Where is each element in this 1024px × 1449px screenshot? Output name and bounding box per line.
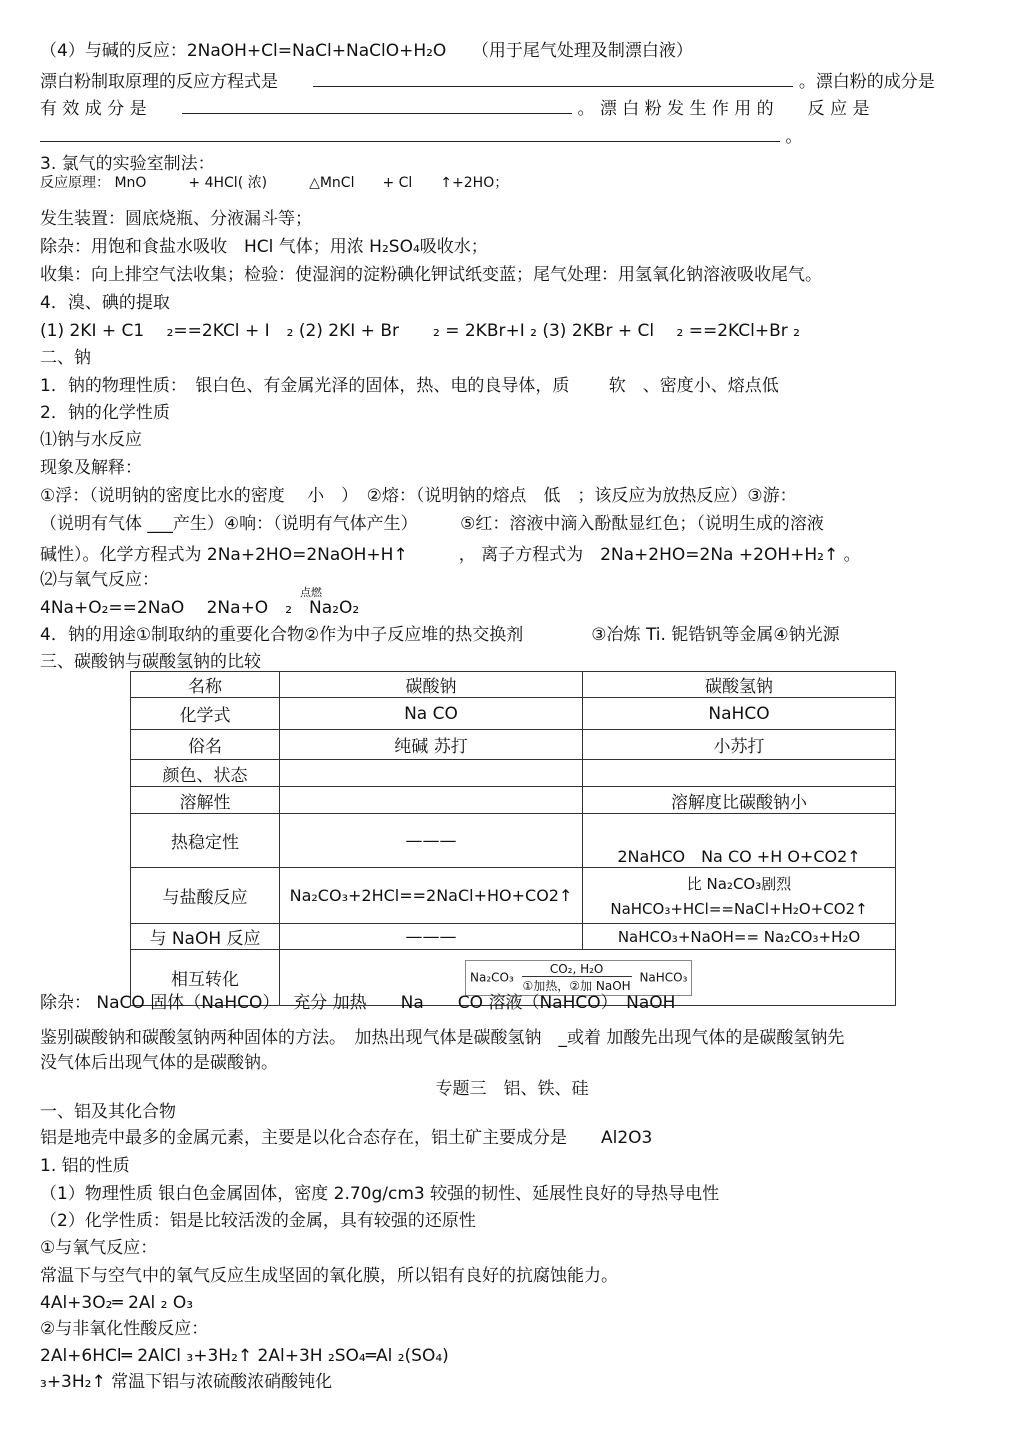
table-cell: ——— bbox=[280, 814, 583, 868]
answer-blank bbox=[182, 97, 572, 114]
period: 。 bbox=[785, 127, 803, 147]
reaction-prompt: 。 漂 白 粉 发 生 作 用 的 反 应 是 bbox=[577, 99, 870, 119]
chlorine-lab-heading: 3. 氯气的实验室制法： bbox=[40, 154, 215, 174]
section-title: 专题三 铝、铁、硅 bbox=[435, 1079, 589, 1099]
oxide-film-line: 常温下与空气中的氧气反应生成坚固的氧化膜，所以铝有良好的抗腐蚀能力。 bbox=[40, 1266, 618, 1286]
phenomena-heading: 现象及解释： bbox=[40, 458, 142, 478]
table-cell: 溶解度比碳酸钠小 bbox=[583, 787, 896, 814]
conversion-left: Na₂CO₃ bbox=[470, 970, 514, 984]
conversion-diagram bbox=[465, 960, 692, 996]
equation-line: 碱性）。化学方程式为 2Na+2HO=2NaOH+H↑ ， 离子方程式为 2Na+2HO=2Na +2OH+H₂↑ 。 bbox=[40, 545, 861, 565]
answer-blank bbox=[313, 70, 793, 87]
table-row bbox=[131, 730, 896, 760]
impurity-removal-line: 除杂：用饱和食盐水吸收 HCl 气体；用浓 H₂SO₄吸收水； bbox=[40, 237, 488, 257]
row-label: 与盐酸反应 bbox=[131, 868, 280, 924]
table-cell bbox=[280, 787, 583, 814]
bromine-iodine-heading: 4．溴、碘的提取 bbox=[40, 293, 170, 313]
halogen-equations: (1) 2KI + C1 ₂==2KCl + I ₂ (2) 2KI + Br ₂ = 2KBr+I ₂ (3) 2KBr + Cl ₂ ==2KCl+Br ₂ bbox=[40, 321, 800, 341]
aluminum-intro: 铝是地壳中最多的金属元素，主要是以化合态存在，铝土矿主要成分是 Al2O3 bbox=[40, 1128, 653, 1148]
table-header: 碳酸钠 bbox=[280, 672, 583, 698]
row-label: 颜色、状态 bbox=[131, 760, 280, 787]
table-cell: NaHCO₃+NaOH== Na₂CO₃+H₂O bbox=[583, 924, 896, 950]
table-cell: Na₂CO₃+2HCl==2NaCl+HO+CO2↑ bbox=[280, 868, 583, 924]
table-row bbox=[131, 924, 896, 950]
reaction-with-base: （4）与碱的反应：2NaOH+Cl=NaCl+NaClO+H₂O （用于尾气处理及制漂白液） bbox=[40, 41, 693, 61]
conversion-bottom: ①加热，②加 NaOH bbox=[522, 978, 631, 993]
table-cell: 纯碱 苏打 bbox=[280, 730, 583, 760]
acid-reaction-heading: ②与非氧化性酸反应： bbox=[40, 1319, 209, 1339]
table-row bbox=[131, 698, 896, 730]
aluminum-oxygen-equation: 4Al+3O₂═ 2Al ₂ O₃ bbox=[40, 1293, 194, 1313]
table-row bbox=[131, 787, 896, 814]
aluminum-properties-heading: 1. 铝的性质 bbox=[40, 1156, 130, 1176]
effective-component-prompt: 有 效 成 分 是 bbox=[40, 99, 147, 119]
identification-line-1: 鉴别碳酸钠和碳酸氢钠两种固体的方法。 加热出现气体是碳酸氢钠 _或着 加酸先出现气体的是碳酸氢钠先 bbox=[40, 1028, 845, 1048]
table-row bbox=[131, 814, 896, 868]
row-label: 热稳定性 bbox=[131, 814, 280, 868]
table-cell: 小苏打 bbox=[583, 730, 896, 760]
physical-properties: （1）物理性质 银白色金属固体，密度 2.70g/cm3 较强的韧性、延展性良好的导热导电性 bbox=[40, 1184, 720, 1204]
row-label: 溶解性 bbox=[131, 787, 280, 814]
bleach-components-prompt: 。漂白粉的成分是 bbox=[798, 72, 935, 92]
table-cell: Na CO bbox=[280, 698, 583, 730]
sodium-heading: 二、钠 bbox=[40, 348, 91, 368]
acid-equations: 2Al+6HCl═ 2AlCl ₃+3H₂↑ 2Al+3H ₂SO₄═Al ₂(SO₄) bbox=[40, 1346, 449, 1366]
apparatus-line: 发生装置：圆底烧瓶、分液漏斗等； bbox=[40, 209, 312, 229]
row-label: 化学式 bbox=[131, 698, 280, 730]
conversion-top: CO₂, H₂O bbox=[549, 961, 604, 976]
phenomena-line-1: ①浮：（说明钠的密度比水的密度 小 ） ②熔：（说明钠的熔点 低 ；该反应为放热反应）③游： bbox=[40, 486, 797, 506]
sodium-chemical-heading: 2．钠的化学性质 bbox=[40, 403, 170, 423]
table-row bbox=[131, 760, 896, 787]
sodium-oxygen-equations: 4Na+O₂==2NaO 2Na+O ₂ Na₂O₂ bbox=[40, 598, 360, 618]
oxygen-reaction-heading: ①与氧气反应： bbox=[40, 1238, 158, 1258]
aluminum-heading: 一、铝及其化合物 bbox=[40, 1102, 176, 1122]
comparison-note: 比 Na₂CO₃剧烈 bbox=[686, 875, 792, 893]
effective-component-line bbox=[40, 97, 869, 120]
table-header: 碳酸氢钠 bbox=[583, 672, 896, 698]
row-label: 相互转化 bbox=[131, 950, 280, 1006]
table-cell bbox=[583, 760, 896, 787]
row-label: 俗名 bbox=[131, 730, 280, 760]
bleach-powder-line bbox=[40, 70, 935, 93]
answer-line bbox=[40, 125, 802, 148]
passivation-line: ₃+3H₂↑ 常温下铝与浓硫酸浓硝酸钝化 bbox=[40, 1372, 333, 1392]
bleach-powder-prompt: 漂白粉制取原理的反应方程式是 bbox=[40, 72, 278, 92]
ignition-label: 点燃 bbox=[300, 586, 322, 599]
table-cell bbox=[280, 760, 583, 787]
table-header: 名称 bbox=[131, 672, 280, 698]
row-label: 与 NaOH 反应 bbox=[131, 924, 280, 950]
sodium-physical: 1．钠的物理性质： 银白色、有金属光泽的固体，热、电的良导体，质 软 、密度小、熔点低 bbox=[40, 376, 779, 396]
phenomena-line-2: （说明有气体 ___产生）④响：（说明有气体产生） ⑤红：溶液中滴入酚酞显红色；（说明生成的溶液 bbox=[40, 514, 824, 534]
comparison-heading: 三、碳酸钠与碳酸氢钠的比较 bbox=[40, 652, 261, 672]
sodium-uses: 4．钠的用途①制取纳的重要化合物②作为中子反应堆的热交换剂 ③冶炼 Ti. 铌锆钒等金属④钠光源 bbox=[40, 625, 840, 645]
table-row bbox=[131, 868, 896, 924]
table-cell: NaHCO bbox=[583, 698, 896, 730]
conversion-right: NaHCO₃ bbox=[639, 970, 688, 984]
collection-line: 收集：向上排空气法收集；检验：使湿润的淀粉碘化钾试纸变蓝；尾气处理：用氢氧化钠溶液吸收尾气。 bbox=[40, 265, 822, 285]
impurity-line: 除杂： NaCO 固体（NaHCO） 充分 加热 Na CO 溶液（NaHCO） NaOH bbox=[40, 993, 676, 1013]
sodium-water-heading: ⑴钠与水反应 bbox=[40, 430, 142, 450]
sodium-oxygen-heading: ⑵与氧气反应： bbox=[40, 570, 159, 590]
table-header-row bbox=[131, 672, 896, 698]
table-cell: ——— bbox=[280, 924, 583, 950]
reaction-principle: 反应原理： MnO + 4HCl( 浓) △MnCl + Cl ↑+2HO； bbox=[40, 175, 509, 191]
chemical-properties: （2）化学性质：铝是比较活泼的金属，具有较强的还原性 bbox=[40, 1211, 476, 1231]
answer-blank bbox=[40, 125, 780, 142]
table-cell bbox=[583, 868, 896, 924]
comparison-table bbox=[130, 671, 896, 1006]
equation: NaHCO₃+HCl==NaCl+H₂O+CO2↑ bbox=[610, 900, 868, 918]
table-cell: 2NaHCO Na CO +H O+CO2↑ bbox=[583, 814, 896, 868]
identification-line-2: 没气体后出现气体的是碳酸钠。 bbox=[40, 1053, 278, 1073]
